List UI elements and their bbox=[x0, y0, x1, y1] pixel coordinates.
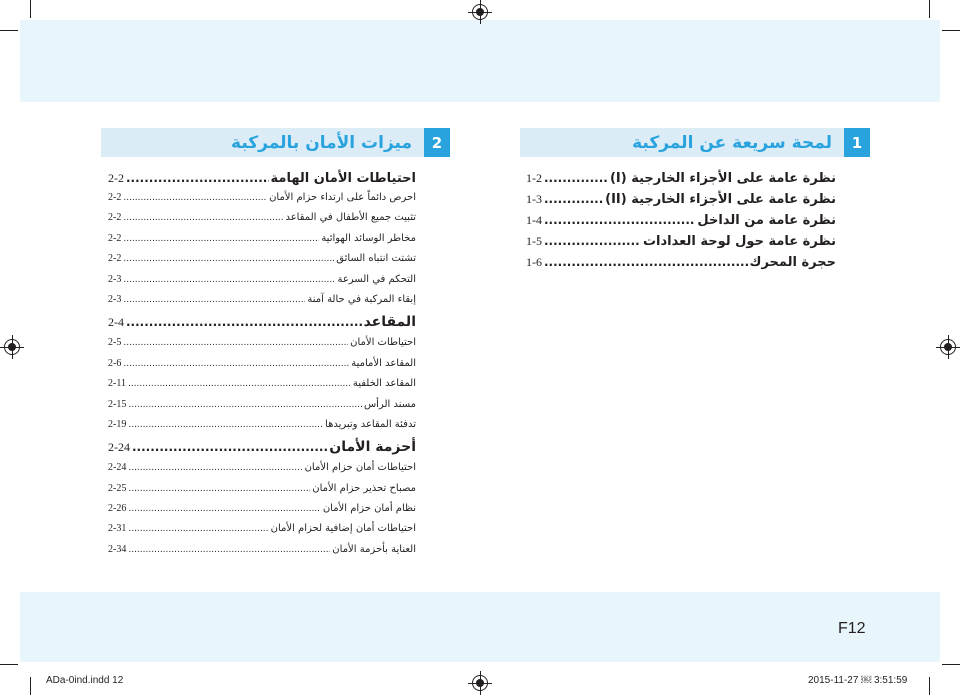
toc-text: احتياطات الأمان bbox=[350, 337, 416, 349]
toc-subentry[interactable] bbox=[108, 337, 416, 357]
toc-subentry[interactable] bbox=[108, 419, 416, 439]
toc-leader bbox=[123, 213, 283, 223]
toc-leader bbox=[128, 504, 320, 514]
toc-text: مخاطر الوسائد الهوائية bbox=[321, 232, 416, 244]
toc-section-1 bbox=[526, 171, 836, 276]
slug-filename: ADa-0ind.indd 12 bbox=[46, 675, 124, 686]
toc-entry[interactable] bbox=[108, 314, 416, 337]
toc-subentry[interactable] bbox=[108, 399, 416, 419]
toc-subentry[interactable] bbox=[108, 274, 416, 294]
toc-leader bbox=[544, 171, 608, 185]
toc-page: 2-2 bbox=[108, 212, 122, 224]
toc-text: المقاعد bbox=[363, 314, 416, 331]
top-tint-band bbox=[20, 20, 940, 102]
toc-page: 2-2 bbox=[108, 192, 122, 203]
toc-leader bbox=[126, 315, 362, 329]
toc-subentry[interactable] bbox=[108, 212, 416, 232]
toc-text: تدفئة المقاعد وتبريدها bbox=[325, 418, 416, 430]
toc-leader bbox=[132, 440, 327, 454]
toc-page: 2-25 bbox=[108, 482, 127, 494]
toc-page: 2-3 bbox=[108, 293, 122, 305]
toc-subentry[interactable] bbox=[108, 253, 416, 273]
toc-leader bbox=[128, 379, 351, 389]
toc-page: 2-2 bbox=[108, 253, 122, 265]
toc-entry[interactable] bbox=[108, 171, 416, 192]
toc-text: احتياطات الأمان الهامة bbox=[270, 171, 416, 186]
toc-entry[interactable] bbox=[526, 192, 836, 213]
toc-leader bbox=[128, 545, 330, 555]
toc-text: حجرة المحرك bbox=[749, 255, 836, 270]
toc-entry[interactable] bbox=[108, 439, 416, 462]
toc-page: 2-26 bbox=[108, 503, 127, 515]
toc-text: أحزمة الأمان bbox=[329, 439, 416, 456]
toc-text: نظام أمان حزام الأمان bbox=[322, 503, 416, 515]
toc-page: 2-6 bbox=[108, 357, 122, 369]
toc-leader bbox=[128, 524, 268, 534]
section-number-badge: 2 bbox=[424, 128, 450, 157]
toc-page: 2-2 bbox=[108, 171, 124, 185]
toc-subentry[interactable] bbox=[108, 378, 416, 398]
toc-page: 2-3 bbox=[108, 273, 122, 285]
registration-mark-icon bbox=[4, 339, 20, 355]
registration-mark-icon bbox=[472, 675, 488, 691]
toc-leader bbox=[544, 234, 641, 248]
toc-leader bbox=[123, 275, 335, 285]
toc-text: إبقاء المركبة في حالة آمنة bbox=[307, 293, 416, 305]
toc-text: المقاعد الخلفية bbox=[352, 378, 416, 390]
toc-text: مسند الرأس bbox=[363, 398, 416, 410]
toc-page: 1-3 bbox=[526, 192, 542, 206]
toc-page: 2-2 bbox=[108, 232, 122, 244]
toc-leader bbox=[123, 338, 348, 348]
toc-subentry[interactable] bbox=[108, 358, 416, 378]
section-title: ميزات الأمان بالمركبة bbox=[231, 132, 412, 153]
toc-leader bbox=[128, 463, 302, 473]
toc-page: 2-24 bbox=[108, 462, 127, 474]
registration-mark-icon bbox=[940, 339, 956, 355]
toc-page: 2-11 bbox=[108, 378, 126, 390]
toc-entry[interactable] bbox=[526, 255, 836, 276]
toc-subentry[interactable] bbox=[108, 192, 416, 212]
toc-subentry[interactable] bbox=[108, 483, 416, 503]
section-header-2 bbox=[101, 128, 450, 157]
toc-text: نظرة عامة حول لوحة العدادات bbox=[642, 234, 836, 249]
crop-mark bbox=[942, 664, 960, 665]
toc-text: المقاعد الأمامية bbox=[351, 357, 416, 369]
toc-page: 1-6 bbox=[526, 255, 542, 269]
toc-text: نظرة عامة على الأجزاء الخارجية (I) bbox=[609, 171, 836, 186]
toc-text: العناية بأحزمة الأمان bbox=[332, 543, 416, 555]
crop-mark bbox=[929, 677, 930, 695]
toc-text: تثبيت جميع الأطفال في المقاعد bbox=[285, 212, 416, 224]
toc-text: احتياطات أمان إضافية لحزام الأمان bbox=[270, 523, 416, 535]
toc-page: 2-31 bbox=[108, 523, 127, 535]
toc-leader bbox=[123, 254, 334, 264]
section-header-1 bbox=[520, 128, 870, 157]
toc-leader bbox=[544, 255, 748, 269]
toc-text: نظرة عامة من الداخل bbox=[697, 213, 836, 228]
toc-page: 1-2 bbox=[526, 171, 542, 185]
toc-text: نظرة عامة على الأجزاء الخارجية (II) bbox=[605, 192, 836, 207]
toc-leader bbox=[128, 420, 323, 430]
toc-leader bbox=[123, 295, 305, 305]
toc-leader bbox=[126, 171, 269, 185]
toc-subentry[interactable] bbox=[108, 503, 416, 523]
section-number-badge: 1 bbox=[844, 128, 870, 157]
page-number: F12 bbox=[838, 620, 866, 637]
crop-mark bbox=[0, 664, 18, 665]
toc-page: 2-19 bbox=[108, 418, 127, 430]
toc-subentry[interactable] bbox=[108, 523, 416, 543]
toc-text: تشتت انتباه السائق bbox=[336, 253, 416, 265]
toc-entry[interactable] bbox=[526, 213, 836, 234]
toc-entry[interactable] bbox=[526, 234, 836, 255]
toc-leader bbox=[123, 359, 349, 369]
toc-leader bbox=[123, 234, 319, 244]
toc-leader bbox=[128, 484, 310, 494]
toc-section-2 bbox=[108, 171, 416, 564]
toc-subentry[interactable] bbox=[108, 294, 416, 314]
toc-subentry[interactable] bbox=[108, 462, 416, 482]
crop-mark bbox=[30, 677, 31, 695]
toc-text: التحكم في السرعة bbox=[337, 273, 416, 285]
section-title: لمحة سريعة عن المركبة bbox=[632, 132, 832, 153]
toc-text: مصباح تحذير حزام الأمان bbox=[312, 482, 416, 494]
crop-mark bbox=[942, 30, 960, 31]
bottom-tint-band bbox=[20, 592, 940, 662]
toc-page: 1-4 bbox=[526, 213, 542, 227]
toc-leader bbox=[544, 192, 603, 206]
toc-page: 2-15 bbox=[108, 398, 127, 410]
toc-text: احتياطات أمان حزام الأمان bbox=[304, 462, 416, 474]
toc-leader bbox=[128, 400, 362, 410]
toc-page: 1-5 bbox=[526, 234, 542, 248]
toc-subentry[interactable] bbox=[108, 544, 416, 564]
toc-page: 2-5 bbox=[108, 337, 122, 349]
toc-text: احرص دائماً على ارتداء حزام الأمان bbox=[269, 192, 416, 203]
crop-mark bbox=[30, 0, 31, 18]
toc-page: 2-24 bbox=[108, 440, 130, 455]
toc-leader bbox=[544, 213, 695, 227]
toc-entry[interactable] bbox=[526, 171, 836, 192]
registration-mark-icon bbox=[472, 4, 488, 20]
toc-leader bbox=[123, 193, 267, 203]
toc-page: 2-4 bbox=[108, 315, 124, 330]
crop-mark bbox=[929, 0, 930, 18]
toc-page: 2-34 bbox=[108, 543, 127, 555]
toc-subentry[interactable] bbox=[108, 233, 416, 253]
slug-timestamp: 2015-11-27 ￼ 3:51:59 bbox=[808, 675, 908, 686]
crop-mark bbox=[0, 30, 18, 31]
